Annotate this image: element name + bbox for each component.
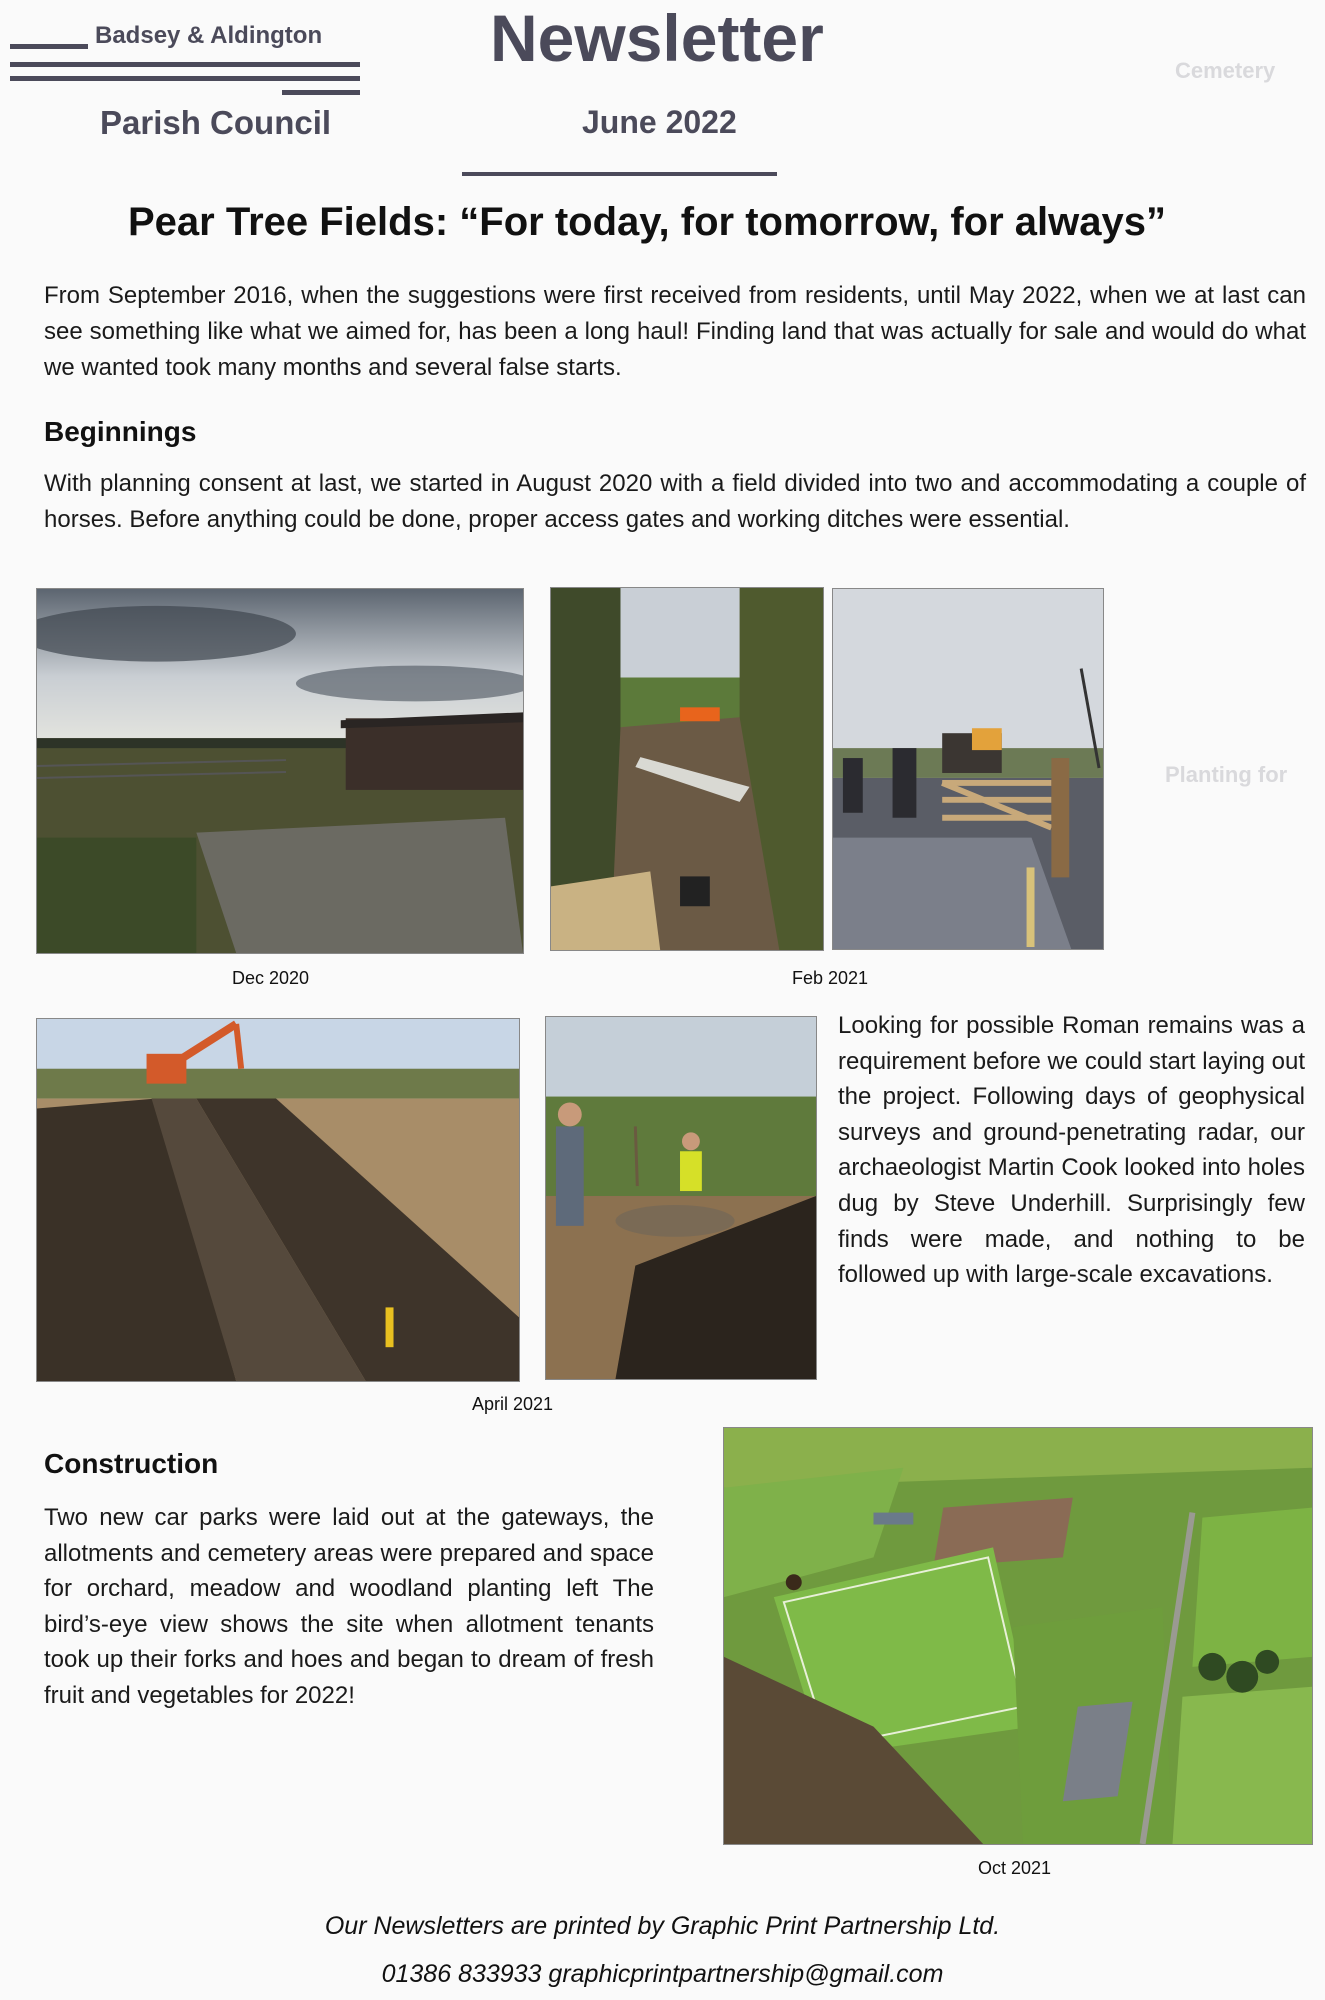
issue-date: June 2022 xyxy=(582,104,737,140)
photo-caption: Dec 2020 xyxy=(232,968,310,988)
construction-paragraph: Two new car parks were laid out at the gateways, the allotments and cemetery areas were prepared and space for orchard, meadow and woodland planting left The bird’s-eye view shows the site when allotment tenants took up their forks and hoes and began to dream of fresh fruit and vegetables for 2022! xyxy=(44,1504,654,1709)
photo-caption: April 2021 xyxy=(472,1394,554,1414)
beginnings-heading: Beginnings xyxy=(44,416,197,447)
parish-council-logo xyxy=(10,18,365,141)
photo-field-stable xyxy=(36,588,524,954)
photo-caption: Feb 2021 xyxy=(792,968,869,988)
photo-trench-excavator xyxy=(36,1018,520,1382)
printer-credit: Our Newsletters are printed by Graphic Print Partnership Ltd. xyxy=(324,1912,1001,1940)
org-name-line2: Parish Council xyxy=(100,104,332,141)
bleed-through-heading: Cemetery xyxy=(1175,58,1276,83)
printer-contact: 01386 833933 graphicprintpartnership@gmail.com xyxy=(381,1960,944,1988)
intro-paragraph: From September 2016, when the suggestions were first received from residents, until May 2022, when we at last can see something like what we aimed for, has been a long haul! Finding land that was actually for sale and would do what we wanted took many months and several false starts. xyxy=(44,282,1306,381)
photo-aerial-site xyxy=(723,1427,1313,1845)
bleed-through-heading: Planting for xyxy=(1165,762,1288,787)
article-headline: Pear Tree Fields: “For today, for tomorrow, for always” xyxy=(128,200,1167,244)
newsletter-title: Newsletter xyxy=(490,1,824,75)
photo-access-gate xyxy=(832,588,1104,950)
photo-archaeology-dig xyxy=(545,1016,817,1380)
org-name-line1: Badsey & Aldington xyxy=(95,22,323,49)
construction-heading: Construction xyxy=(44,1448,219,1479)
photo-ditch-works xyxy=(550,587,824,951)
masthead-divider xyxy=(462,172,777,176)
roman-remains-paragraph: Looking for possible Roman remains was a requirement before we could start laying out the project. Following days of geophysical surveys and ground-penetrating radar, our archaeologist Martin Cook looked into holes dug by Steve Underhill. Surprisingly few finds were made, and nothing to be followed up with large-scale excavations. xyxy=(838,1012,1305,1289)
beginnings-paragraph: With planning consent at last, we started in August 2020 with a field divided into two and accommodating a couple of horses. Before anything could be done, proper access gates and working ditches were essential. xyxy=(44,470,1306,533)
photo-caption: Oct 2021 xyxy=(978,1858,1052,1878)
